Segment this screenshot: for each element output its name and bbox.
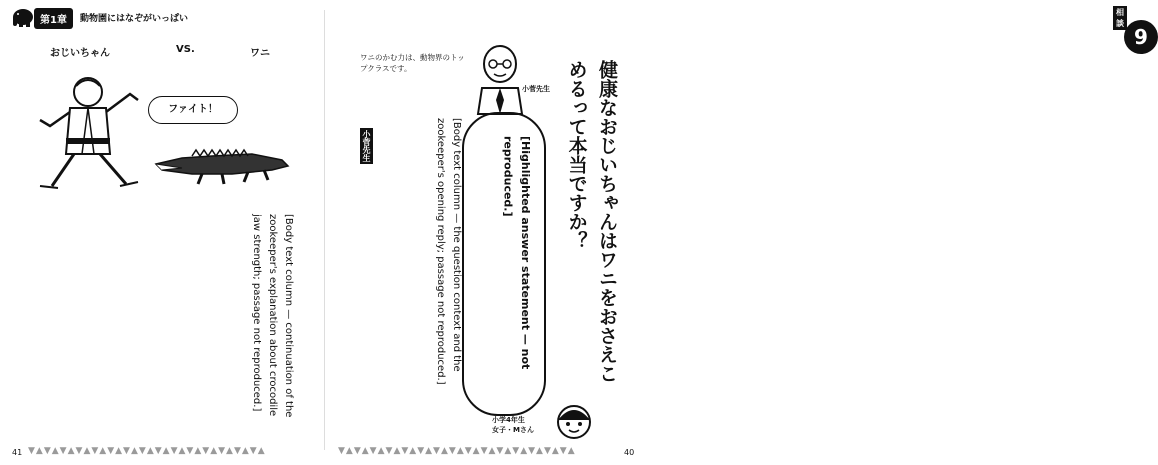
elephant-icon bbox=[10, 6, 34, 28]
question-label: 相談 bbox=[1113, 6, 1127, 30]
question-badge bbox=[556, 2, 1148, 56]
crocodile-illustration bbox=[152, 140, 292, 190]
grandpa-karate-illustration bbox=[30, 64, 150, 194]
student-name: 女子・Mさん bbox=[492, 425, 534, 434]
left-page bbox=[0, 0, 325, 465]
zookeeper-portrait bbox=[472, 40, 528, 114]
left-body-text: [Body text column — continuation of the zookeeper's explanation about crocodile jaw strength; passage not reproduced.] bbox=[251, 214, 294, 418]
speaker-tag: 小菅先生 bbox=[362, 130, 371, 162]
page-number-left: 41 bbox=[12, 448, 23, 457]
page-number-right: 40 bbox=[624, 448, 635, 457]
student-caption bbox=[492, 416, 534, 436]
answer-highlight: [Highlighted answer statement — not reproduced.] bbox=[501, 136, 532, 370]
fight-speech-bubble: ファイト！ bbox=[148, 96, 238, 124]
right-body-text: [Body text column — the question context and the zookeeper's opening reply; passage not reproduced.] bbox=[435, 118, 462, 385]
footer-triangle-border-left: ▼▲▼▲▼▲▼▲▼▲▼▲▼▲▼▲▼▲▼▲▼▲▼▲▼▲▼▲▼▲ bbox=[28, 446, 266, 456]
chapter-badge: 第1章 bbox=[34, 8, 73, 29]
sensei-note: ワニのかむ力は、動物界のトップクラスです。 bbox=[360, 53, 465, 74]
grandpa-label: おじいちゃん bbox=[50, 48, 110, 59]
crocodile-label: ワニ bbox=[250, 48, 270, 59]
student-grade: 小学4年生 bbox=[492, 416, 525, 424]
chapter-header bbox=[8, 6, 198, 28]
question-title: 健康なおじいちゃんはワニをおさえこめるって本当ですか？ bbox=[565, 60, 618, 383]
sensei-name-label: 小菅先生 bbox=[522, 85, 550, 93]
question-number: 9 bbox=[1124, 20, 1158, 54]
footer-triangle-border-right: ▼▲▼▲▼▲▼▲▼▲▼▲▼▲▼▲▼▲▼▲▼▲▼▲▼▲▼▲▼▲ bbox=[338, 446, 576, 456]
vs-label: VS. bbox=[176, 44, 195, 55]
student-portrait bbox=[548, 398, 600, 450]
chapter-title: 動物園にはなぞがいっぱい bbox=[80, 14, 189, 24]
